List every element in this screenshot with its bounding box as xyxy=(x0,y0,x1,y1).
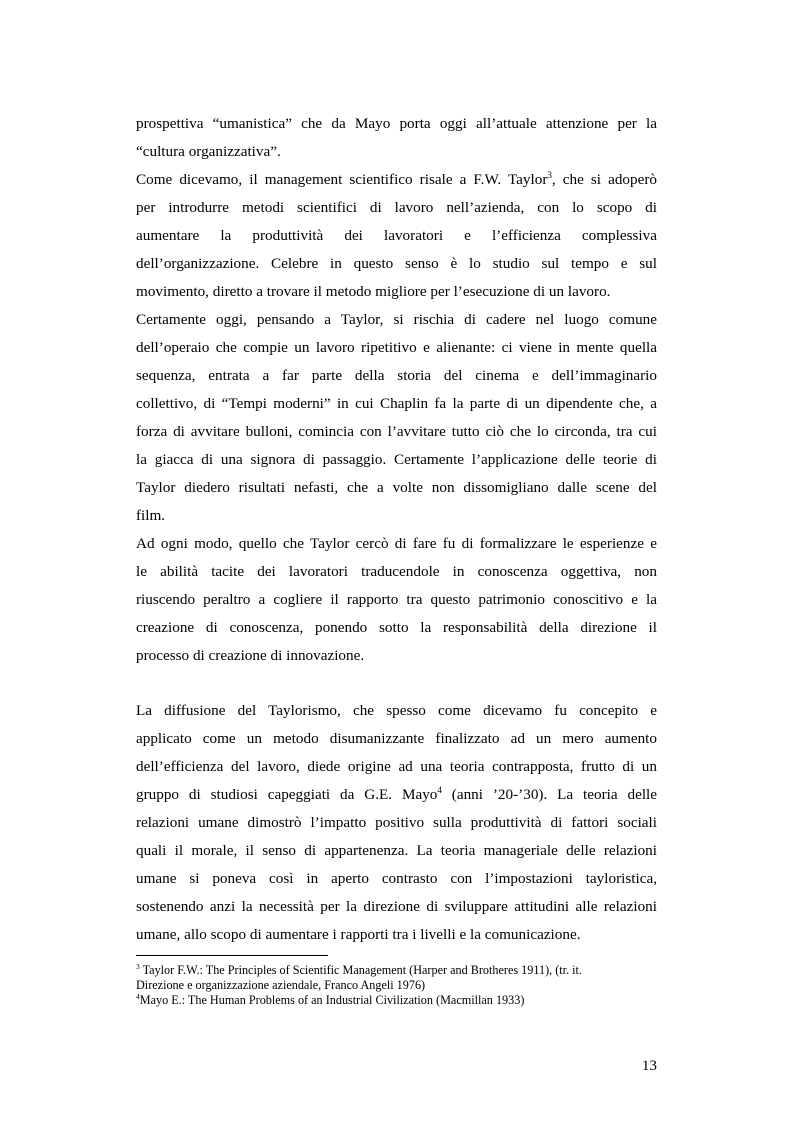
body-line: applicato come un metodo disumanizzante finalizzato ad un mero aumento xyxy=(136,730,657,747)
footnote-3 xyxy=(136,963,657,978)
body-line: dell’efficienza del lavoro, diede origine ad una teoria contrapposta, frutto di un xyxy=(136,758,657,775)
footnote-separator xyxy=(136,955,328,956)
body-line: processo di creazione di innovazione. xyxy=(136,647,365,664)
body-line: le abilità tacite dei lavoratori traducendole in conoscenza oggettiva, non xyxy=(136,563,657,580)
body-line: sequenza, entrata a far parte della storia del cinema e dell’immaginario xyxy=(136,367,657,384)
body-line: umane si poneva così in aperto contrasto con l’impostazioni tayloristica, xyxy=(136,870,657,887)
footnote-4 xyxy=(136,993,657,1008)
body-line: dell’operaio che compie un lavoro ripetitivo e alienante: ci viene in mente quella xyxy=(136,339,657,356)
footnote-marker: 4 xyxy=(136,992,140,1001)
footnote-text: Mayo E.: The Human Problems of an Industrial Civilization (Macmillan 1933) xyxy=(139,993,525,1007)
mayo-lead-text: gruppo di studiosi capeggiati da G.E. Mayo xyxy=(136,786,438,803)
body-line: film. xyxy=(136,507,166,524)
body-line: dell’organizzazione. Celebre in questo senso è lo studio sul tempo e sul xyxy=(136,255,657,272)
mayo-line-tail: (anni ’20-’30). La teoria delle xyxy=(451,786,658,803)
body-line: La diffusione del Taylorismo, che spesso come dicevamo fu concepito e xyxy=(136,702,657,719)
body-line: sostenendo anzi la necessità per la direzione di sviluppare attitudini alle relazioni xyxy=(136,898,657,915)
taylor-lead-text: Come dicevamo, il management scientifico risale a F.W. Taylor xyxy=(136,171,548,188)
body-line: forza di avvitare bulloni, comincia con l’avvitare tutto ciò che lo circonda, tra cui xyxy=(136,423,657,440)
taylor-line-tail: che si adoperò xyxy=(562,171,657,188)
footnote-ref-4: 4 xyxy=(437,785,442,795)
body-line: movimento, diretto a trovare il metodo migliore per l’esecuzione di un lavoro. xyxy=(136,283,611,300)
body-line: la giacca di una signora di passaggio. Certamente l’applicazione delle teorie di xyxy=(136,451,657,468)
body-line: relazioni umane dimostrò l’impatto positivo sulla produttività di fattori sociali xyxy=(136,814,657,831)
body-line: riuscendo peraltro a cogliere il rapporto tra questo patrimonio conoscitivo e la xyxy=(136,591,657,608)
body-line: quali il morale, il senso di appartenenza. La teoria manageriale delle relazioni xyxy=(136,842,657,859)
body-line-mayo xyxy=(136,786,657,804)
body-line: prospettiva “umanistica” che da Mayo porta oggi all’attuale attenzione per la xyxy=(136,115,657,132)
page-number: 13 xyxy=(641,1057,657,1074)
body-line: Taylor diedero risultati nefasti, che a volte non dissomigliano dalle scene del xyxy=(136,479,657,496)
body-line: per introdurre metodi scientifici di lavoro nell’azienda, con lo scopo di xyxy=(136,199,657,216)
body-line: aumentare la produttività dei lavoratori e l’efficienza complessiva xyxy=(136,227,657,244)
body-line-taylor: Come dicevamo, il management scientifico risale a F.W. Taylor$^3$, che si adoperò xyxy=(136,170,657,188)
body-line: Certamente oggi, pensando a Taylor, si rischia di cadere nel luogo comune xyxy=(136,311,657,328)
body-line: Ad ogni modo, quello che Taylor cercò di fare fu di formalizzare le esperienze e xyxy=(136,535,657,552)
body-line: umane, allo scopo di aumentare i rapporti tra i livelli e la comunicazione. xyxy=(136,926,581,943)
footnote-text: Taylor F.W.: The Principles of Scientific Management (Harper and Brotheres 1911), (tr. it. xyxy=(142,963,582,977)
footnote-ref-3: 3 xyxy=(547,170,552,180)
footnote-3-continued: Direzione e organizzazione aziendale, Franco Angeli 1976) xyxy=(136,978,426,992)
body-line: collettivo, di “Tempi moderni” in cui Chaplin fa la parte di un dipendente che, a xyxy=(136,395,657,412)
footnote-marker: 3 xyxy=(136,962,140,971)
body-line: “cultura organizzativa”. xyxy=(136,143,281,160)
body-line: creazione di conoscenza, ponendo sotto la responsabilità della direzione il xyxy=(136,619,657,636)
